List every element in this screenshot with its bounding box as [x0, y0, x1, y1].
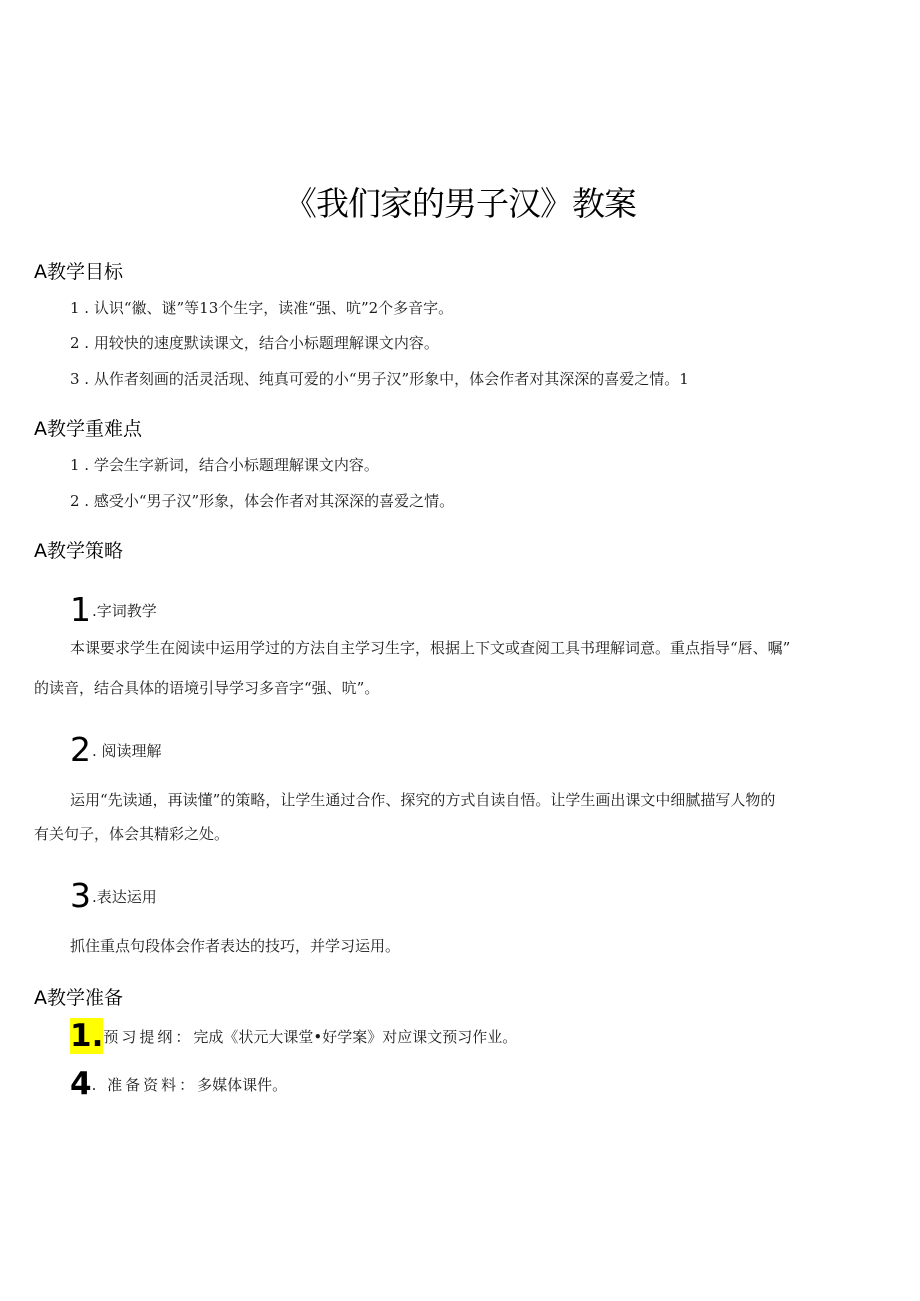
difficulty-item-1: 1 . 学会生字新词，结合小标题理解课文内容。: [70, 456, 379, 474]
strategy-sub-3-number: 3: [70, 876, 91, 915]
strategy-sub-1-label: .字词教学: [92, 602, 157, 620]
strategy-sub-1-number: 1: [70, 590, 91, 629]
strategy-sub-1: [70, 590, 157, 629]
strategy-para-2-line-1: 运用“先读通，再读懂”的策略，让学生通过合作、探究的方式自读自悟。让学生画出课文中细腻描写人物的: [70, 791, 776, 809]
goal-item-3: 3 . 从作者刻画的活灵活现、纯真可爱的小“男子汉”形象中，体会作者对其深深的喜爱之情。1: [70, 370, 689, 388]
strategy-para-3-line-1: 抓住重点句段体会作者表达的技巧，并学习运用。: [70, 937, 401, 955]
prep-item-2-label: . 准备资料：: [91, 1076, 198, 1094]
prep-item-1-number: 1.: [70, 1018, 104, 1054]
prep-item-2-number: 4: [70, 1066, 92, 1102]
strategy-sub-2-number: 2: [70, 730, 91, 769]
strategy-para-1-line-2: 的读音，结合具体的语境引导学习多音字“强、吭”。: [34, 679, 380, 697]
heading-key-difficulties: A教学重难点: [34, 418, 142, 440]
strategy-para-2-line-2: 有关句子，体会其精彩之处。: [34, 825, 230, 843]
strategy-para-1-line-1: 本课要求学生在阅读中运用学过的方法自主学习生字，根据上下文或查阅工具书理解词意。重点指导“唇、嘱”: [70, 639, 791, 657]
prep-item-2-text: 多媒体课件。: [197, 1076, 288, 1094]
strategy-sub-2-label: . 阅读理解: [92, 742, 162, 760]
strategy-sub-3: [70, 876, 157, 915]
prep-item-1: [70, 1018, 517, 1054]
prep-item-1-label: 预习提纲：: [103, 1028, 194, 1046]
goal-item-1: 1 . 认识“徽、谜”等13个生字，读准“强、吭”2个多音字。: [70, 299, 454, 317]
difficulty-item-2: 2 . 感受小“男子汉”形象，体会作者对其深深的喜爱之情。: [70, 492, 455, 510]
document-title: 《我们家的男子汉》教案: [284, 184, 636, 223]
strategy-sub-3-label: .表达运用: [92, 888, 157, 906]
prep-item-2: [70, 1066, 287, 1102]
heading-teaching-strategy: A教学策略: [34, 540, 123, 562]
goal-item-2: 2 . 用较快的速度默读课文，结合小标题理解课文内容。: [70, 334, 439, 352]
prep-item-1-text: 完成《状元大课堂•好学案》对应课文预习作业。: [193, 1028, 518, 1046]
strategy-sub-2: [70, 730, 162, 769]
heading-teaching-preparation: A教学准备: [34, 987, 123, 1009]
heading-teaching-goals: A教学目标: [34, 261, 123, 283]
